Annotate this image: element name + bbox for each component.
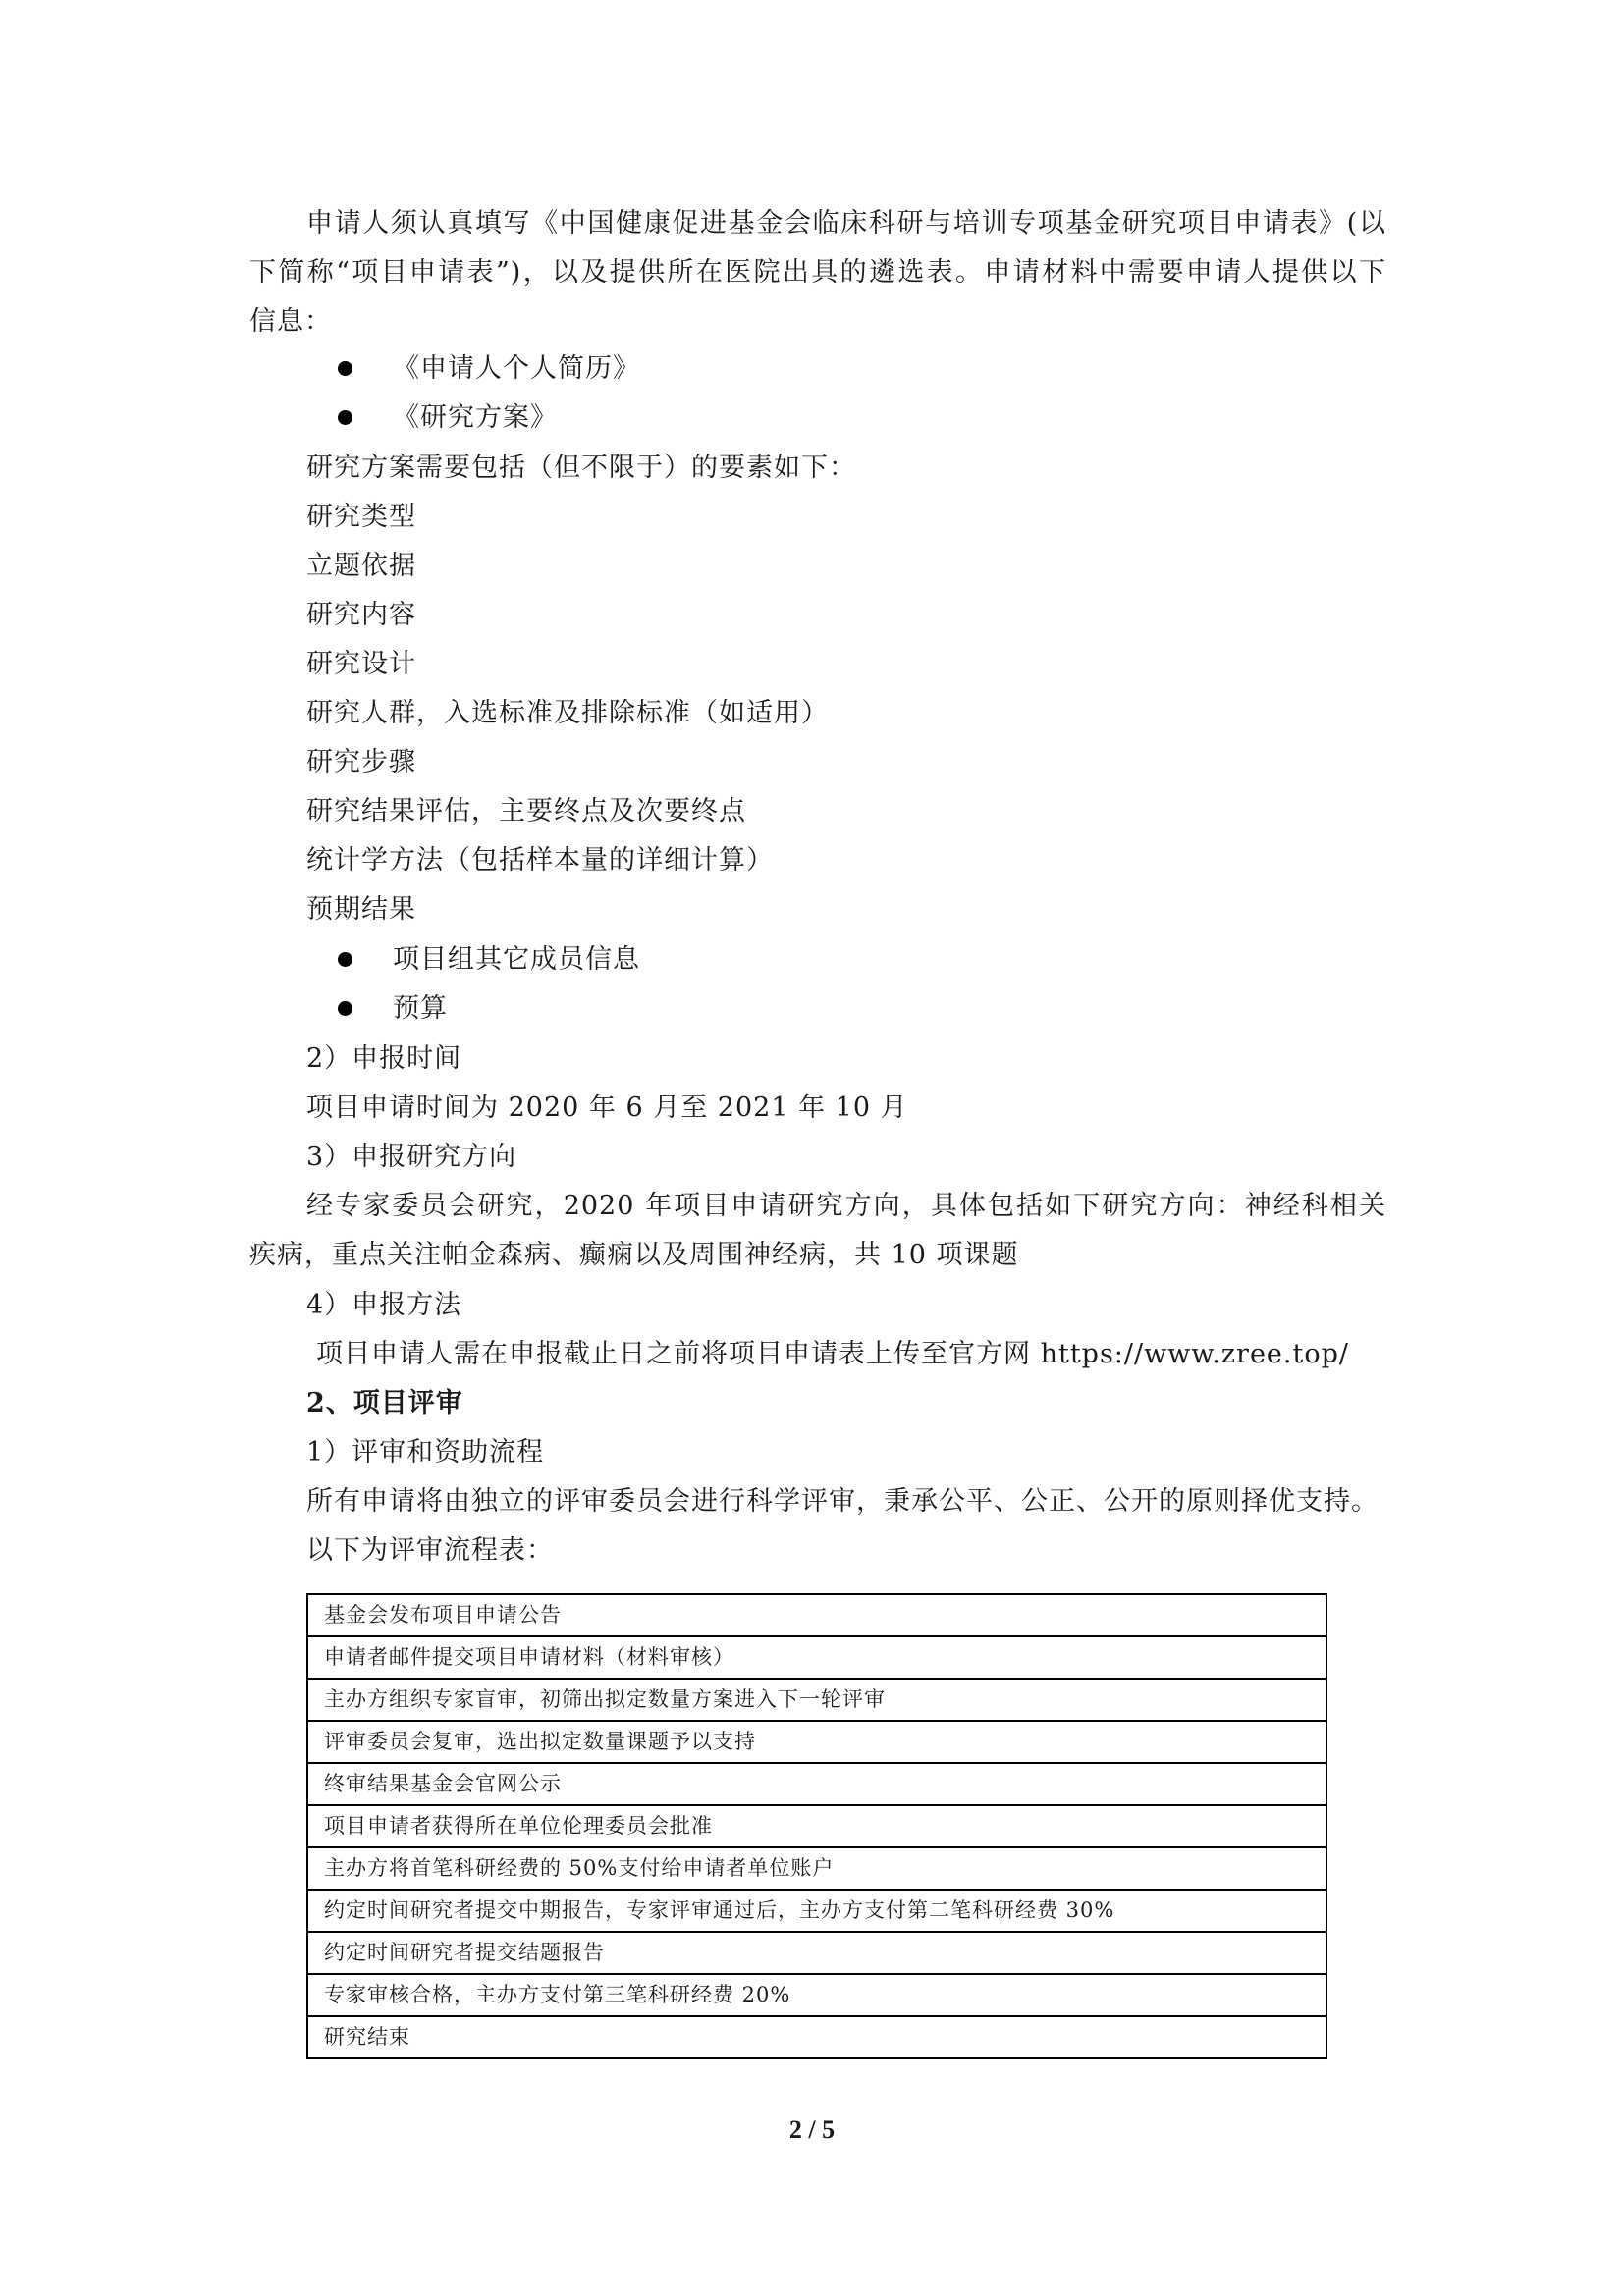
table-row <box>307 1974 1326 2016</box>
bullet-resume: 《申请人个人简历》 <box>393 353 640 384</box>
table-row <box>307 1932 1326 1974</box>
flow-step: 项目申请者获得所在单位伦理委员会批准 <box>307 1805 1326 1847</box>
bullet-dot-icon <box>338 410 352 425</box>
section-review-subheading: 1）评审和资助流程 <box>306 1437 545 1468</box>
flow-step: 研究结束 <box>307 2016 1326 2058</box>
section-method-heading: 4）申报方法 <box>306 1290 462 1320</box>
section-review-heading: 2、项目评审 <box>306 1388 463 1418</box>
plan-item: 研究内容 <box>306 600 416 630</box>
table-row <box>307 1847 1326 1890</box>
review-flow-table <box>306 1593 1327 2059</box>
table-row <box>307 1721 1326 1763</box>
section-time-heading: 2）申报时间 <box>306 1043 462 1074</box>
section-method-text: 项目申请人需在申报截止日之前将项目申请表上传至官方网 https://www.zree.top/ <box>316 1339 1349 1369</box>
section-direction-line-2: 疾病，重点关注帕金森病、癫痫以及周围神经病，共 10 项课题 <box>249 1240 1019 1270</box>
table-row <box>307 1763 1326 1805</box>
flow-step: 评审委员会复审，选出拟定数量课题予以支持 <box>307 1721 1326 1763</box>
plan-item: 立题依据 <box>306 551 416 581</box>
plan-item: 研究步骤 <box>306 747 416 777</box>
section-review-line-2: 以下为评审流程表： <box>306 1535 554 1566</box>
page-number: 2 / 5 <box>788 2115 836 2144</box>
bullet-dot-icon <box>338 952 352 967</box>
flow-step: 申请者邮件提交项目申请材料（材料审核） <box>307 1636 1326 1679</box>
plan-item: 预期结果 <box>306 894 416 925</box>
bullet-team-members: 项目组其它成员信息 <box>393 944 640 975</box>
plan-item: 研究结果评估，主要终点及次要终点 <box>306 796 746 827</box>
table-row <box>307 1679 1326 1721</box>
bullet-research-plan: 《研究方案》 <box>393 402 558 433</box>
section-direction-line-1: 经专家委员会研究，2020 年项目申请研究方向，具体包括如下研究方向：神经科相关 <box>306 1191 1386 1221</box>
section-direction-heading: 3）申报研究方向 <box>306 1142 517 1172</box>
plan-item: 统计学方法（包括样本量的详细计算） <box>306 845 774 876</box>
flow-step: 约定时间研究者提交中期报告，专家评审通过后，主办方支付第二笔科研经费 30% <box>307 1890 1326 1932</box>
table-row <box>307 1890 1326 1932</box>
bullet-budget: 预算 <box>393 993 448 1024</box>
section-review-line-1: 所有申请将由独立的评审委员会进行科学评审，秉承公平、公正、公开的原则择优支持。 <box>306 1486 1379 1517</box>
flow-step: 主办方将首笔科研经费的 50%支付给申请者单位账户 <box>307 1847 1326 1890</box>
flow-step: 终审结果基金会官网公示 <box>307 1763 1326 1805</box>
flow-step: 专家审核合格，主办方支付第三笔科研经费 20% <box>307 1974 1326 2016</box>
intro-line-1: 申请人须认真填写《中国健康促进基金会临床科研与培训专项基金研究项目申请表》(以 <box>306 208 1386 239</box>
section-time-text: 项目申请时间为 2020 年 6 月至 2021 年 10 月 <box>306 1093 908 1123</box>
table-row <box>307 1636 1326 1679</box>
flow-step: 基金会发布项目申请公告 <box>307 1594 1326 1636</box>
table-row <box>307 2016 1326 2058</box>
flow-step: 主办方组织专家盲审，初筛出拟定数量方案进入下一轮评审 <box>307 1679 1326 1721</box>
table-row <box>307 1594 1326 1636</box>
intro-line-3: 信息： <box>249 306 332 337</box>
plan-item: 研究设计 <box>306 649 416 679</box>
plan-intro: 研究方案需要包括（但不限于）的要素如下： <box>306 453 856 483</box>
plan-item: 研究类型 <box>306 502 416 532</box>
bullet-dot-icon <box>338 1001 352 1016</box>
intro-line-2: 下简称“项目申请表”)，以及提供所在医院出具的遴选表。申请材料中需要申请人提供以下 <box>249 257 1386 288</box>
flow-step: 约定时间研究者提交结题报告 <box>307 1932 1326 1974</box>
table-row <box>307 1805 1326 1847</box>
bullet-dot-icon <box>338 361 352 376</box>
plan-item: 研究人群，入选标准及排除标准（如适用） <box>306 698 829 728</box>
